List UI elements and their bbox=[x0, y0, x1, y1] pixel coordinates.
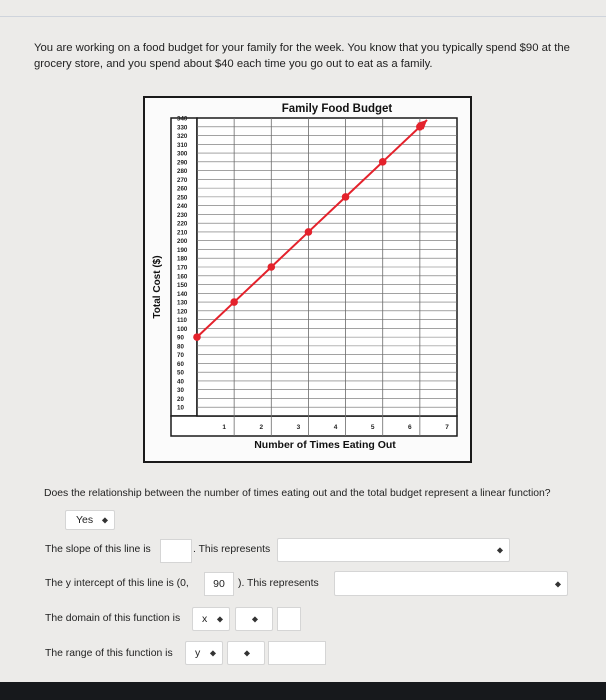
y-tick-label: 320 bbox=[177, 133, 188, 141]
domain-bound-input[interactable] bbox=[277, 607, 301, 631]
y-tick-label: 180 bbox=[177, 255, 188, 263]
y-tick-label: 280 bbox=[177, 168, 188, 176]
linear-answer-select[interactable] bbox=[65, 510, 115, 530]
y-tick-label: 230 bbox=[177, 211, 188, 219]
top-divider bbox=[0, 16, 606, 17]
x-tick-label: 7 bbox=[445, 424, 449, 431]
updown-caret-icon: ◆ bbox=[243, 648, 250, 658]
y-tick-label: 20 bbox=[177, 395, 184, 403]
y-tick-label: 170 bbox=[177, 264, 188, 272]
range-bound-input[interactable] bbox=[268, 641, 326, 665]
data-point bbox=[416, 123, 424, 131]
y-axis-label: Total Cost ($) bbox=[152, 255, 163, 319]
y-tick-label: 160 bbox=[177, 273, 188, 281]
range-label: The range of this function is bbox=[45, 648, 173, 659]
domain-operator-select[interactable] bbox=[235, 607, 273, 631]
updown-caret-icon: ◆ bbox=[216, 614, 223, 624]
domain-variable-select[interactable] bbox=[192, 607, 230, 631]
y-tick-label: 140 bbox=[177, 290, 188, 298]
range-variable-value: y bbox=[195, 647, 201, 659]
y-tick-label: 190 bbox=[177, 246, 188, 254]
updown-caret-icon: ◆ bbox=[554, 579, 561, 588]
range-variable-select[interactable] bbox=[185, 641, 223, 665]
y-tick-label: 70 bbox=[177, 352, 184, 360]
y-tick-label: 50 bbox=[177, 369, 184, 377]
y-tick-label: 240 bbox=[177, 203, 188, 211]
range-operator-select[interactable] bbox=[227, 641, 265, 665]
y-tick-label: 120 bbox=[177, 308, 188, 316]
linear-question: Does the relationship between the number of times eating out and the total budget represent a linear function? bbox=[44, 488, 551, 499]
slope-represents-label: . This represents bbox=[193, 544, 271, 555]
data-point bbox=[342, 193, 350, 201]
y-tick-label: 340 bbox=[177, 115, 188, 123]
y-tick-label: 300 bbox=[177, 150, 188, 158]
x-axis-label: Number of Times Eating Out bbox=[254, 439, 396, 451]
y-tick-label: 290 bbox=[177, 159, 188, 167]
bottom-bar bbox=[0, 682, 606, 700]
data-point bbox=[230, 298, 238, 306]
data-point bbox=[379, 158, 387, 166]
data-point bbox=[193, 333, 201, 341]
y-tick-label: 130 bbox=[177, 299, 188, 307]
y-tick-label: 90 bbox=[177, 334, 184, 342]
y-tick-label: 260 bbox=[177, 185, 188, 193]
intercept-y-input[interactable]: 90 bbox=[204, 572, 234, 596]
data-point bbox=[305, 228, 313, 236]
y-tick-label: 200 bbox=[177, 238, 188, 246]
updown-caret-icon: ◆ bbox=[496, 545, 503, 555]
y-tick-label: 330 bbox=[177, 124, 188, 132]
slope-represents-select[interactable] bbox=[277, 538, 510, 562]
intercept-represents-select[interactable] bbox=[334, 571, 568, 596]
y-tick-label: 250 bbox=[177, 194, 188, 202]
y-tick-label: 220 bbox=[177, 220, 188, 228]
x-tick-label: 1 bbox=[222, 424, 226, 431]
y-tick-label: 80 bbox=[177, 343, 184, 351]
updown-caret-icon: ◆ bbox=[101, 515, 108, 525]
slope-label: The slope of this line is bbox=[45, 544, 151, 555]
y-tick-label: 100 bbox=[177, 325, 188, 333]
x-tick-label: 3 bbox=[296, 424, 301, 431]
x-tick-label: 6 bbox=[408, 424, 412, 431]
x-tick-label: 2 bbox=[259, 424, 264, 431]
y-tick-label: 210 bbox=[177, 229, 188, 237]
y-tick-label: 150 bbox=[177, 282, 188, 290]
y-tick-label: 40 bbox=[177, 378, 184, 386]
y-tick-label: 30 bbox=[177, 387, 184, 395]
y-tick-label: 270 bbox=[177, 176, 188, 184]
data-point bbox=[267, 263, 275, 271]
x-tick-label: 4 bbox=[333, 424, 338, 431]
updown-caret-icon: ◆ bbox=[251, 614, 258, 624]
intercept-represents-label: ). This represents bbox=[238, 578, 319, 589]
updown-caret-icon: ◆ bbox=[209, 648, 216, 658]
family-food-budget-chart bbox=[143, 96, 472, 463]
y-tick-label: 10 bbox=[177, 404, 184, 412]
y-tick-label: 310 bbox=[177, 141, 188, 149]
y-tick-label: 60 bbox=[177, 360, 184, 368]
domain-variable-value: x bbox=[202, 613, 208, 625]
x-tick-label: 5 bbox=[370, 424, 375, 431]
chart-title: Family Food Budget bbox=[281, 103, 393, 115]
problem-intro: You are working on a food budget for your family for the week. You know that you typically spend $90 at the grocery store, and you spend about $40 each time you go out to eat as a family. bbox=[34, 42, 570, 70]
x-tick-row bbox=[171, 416, 457, 436]
slope-input[interactable] bbox=[160, 539, 192, 563]
y-tick-label: 110 bbox=[177, 317, 187, 325]
intercept-label: The y intercept of this line is (0, bbox=[45, 578, 189, 589]
linear-answer-value: Yes bbox=[76, 514, 94, 526]
domain-label: The domain of this function is bbox=[45, 613, 181, 624]
